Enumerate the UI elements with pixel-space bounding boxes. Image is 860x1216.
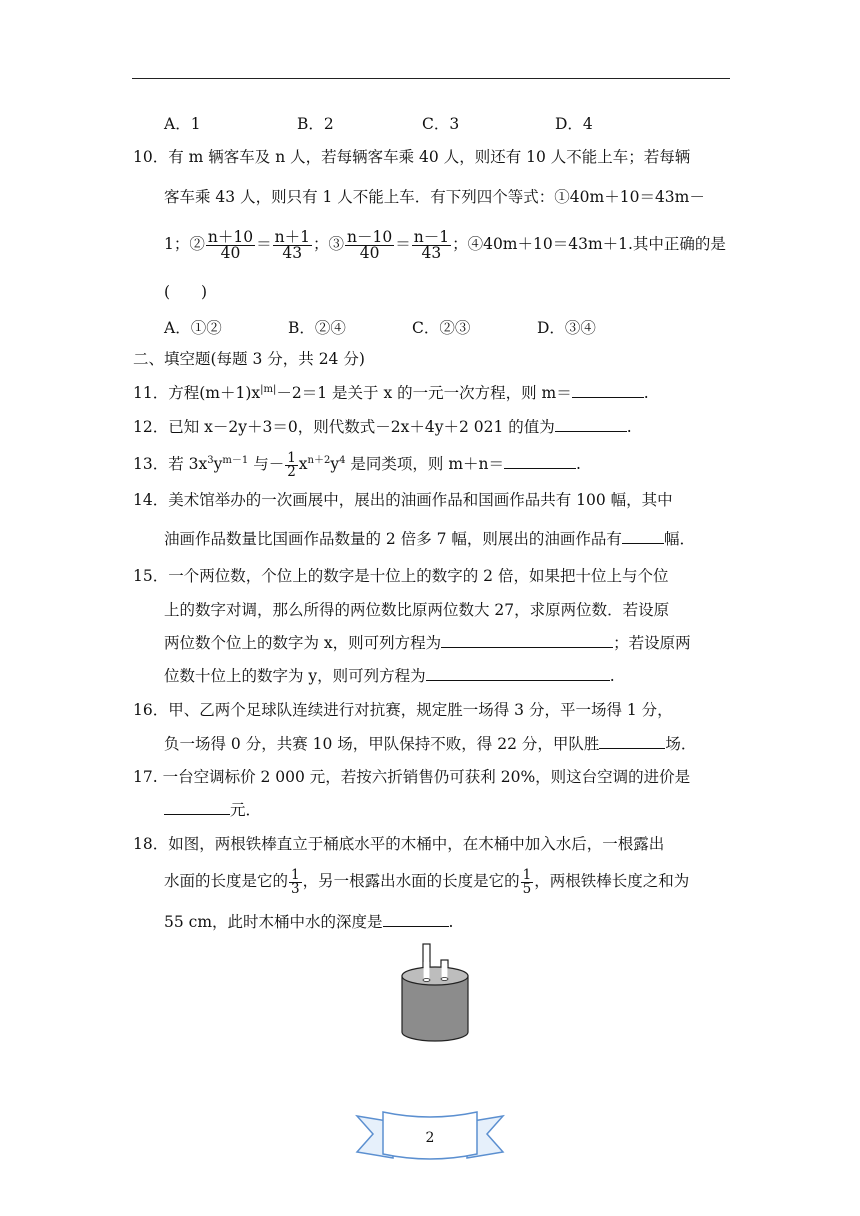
question-17: 17. 一台空调标价 2 000 元，若按六折销售仍可获利 20%，则这台空调的进价是: [133, 768, 691, 786]
question-14: 14．美术馆举办的一次画展中，展出的油画作品和国画作品共有 100 幅，其中: [133, 491, 673, 509]
short-rod-inner: [442, 964, 448, 979]
q18-line-2: 水面的长度是它的 $\frac{1}{3}$ ，另一根露出水面的长度是它的 $\frac{1}{5}$ ，两根铁棒长度之和为: [164, 866, 690, 897]
q10-option-c: C．②③: [412, 319, 471, 337]
question-15: 15．一个两位数，个位上的数字是十位上的数字的 2 倍，如果把十位上与个位: [133, 567, 669, 585]
fraction: $\frac{n-10}{40}$: [346, 227, 393, 262]
question-13: 13．若 $3x^3y^{m-1}$ 与－ $\frac{1}{2}$ $x^{n+2}y^4$ 是同类项，则 m＋n＝ .: [133, 449, 581, 480]
q10-option-d: D．③④: [537, 319, 596, 337]
fraction: $\frac{n-1}{43}$: [413, 227, 450, 262]
answer-blank: [441, 633, 613, 648]
question-10: [133, 147, 690, 167]
header-rule: [132, 78, 730, 79]
bucket-body: [402, 976, 468, 1041]
question-18: 18．如图，两根铁棒直立于桶底水平的木桶中，在木桶中加入水后，一根露出: [133, 835, 665, 853]
question-number: 10．: [133, 148, 169, 166]
answer-blank: [426, 666, 610, 681]
answer-blank: [599, 734, 665, 749]
question-11: 11．方程$(m+1)x^{|m|}-2=1$ 是关于 x 的一元一次方程，则 m＝ .: [133, 384, 649, 402]
section-heading: 二、填空题(每题 3 分，共 24 分): [133, 350, 365, 368]
answer-blank: [572, 383, 644, 398]
answer-blank: [164, 800, 230, 815]
q15-line-2: 上的数字对调，那么所得的两位数比原两位数大 27，求原两位数．若设原: [164, 601, 670, 619]
question-12: 12．已知 x－2y＋3＝0，则代数式－2x＋4y＋2 021 的值为 .: [133, 418, 632, 436]
fraction: $\frac{n+10}{40}$: [207, 227, 254, 262]
q15-line-3: 两位数个位上的数字为 x，则可列方程为 ；若设原两: [164, 634, 691, 652]
q10-line-3: 1；② $\frac{n+10}{40}$ ＝ $\frac{n+1}{43}$ ；③ $\frac{n-10}{40}$ ＝ $\frac{n-1}{43}$ ；④40m＋10＝43m＋1.其中正确的是: [164, 227, 726, 262]
fraction: $\frac{1}{2}$: [287, 449, 296, 480]
answer-blank: [622, 529, 664, 544]
bucket-with-rods-figure: [395, 942, 475, 1044]
answer-blank: [504, 454, 576, 469]
q14-line-2: 油画作品数量比国画作品数量的 2 倍多 7 幅，则展出的油画作品有 幅．: [164, 530, 695, 548]
answer-blank: [555, 417, 627, 432]
fraction: $\frac{n+1}{43}$: [274, 227, 310, 262]
answer-blank: [383, 912, 449, 927]
q15-line-4: 位数十位上的数字为 y，则可列方程为 .: [164, 667, 615, 685]
q18-line-3: 55 cm，此时木桶中水的深度是 .: [164, 913, 454, 931]
question-16: 16．甲、乙两个足球队连续进行对抗赛，规定胜一场得 3 分，平一场得 1 分，: [133, 701, 673, 719]
page-number: 2: [425, 1130, 435, 1146]
fraction: $\frac{1}{5}$: [522, 866, 532, 897]
q16-line-2: 负一场得 0 分，共赛 10 场，甲队保持不败，得 22 分，甲队胜 场．: [164, 735, 697, 753]
q10-line-1: 有 m 辆客车及 n 人，若每辆客车乘 40 人，则还有 10 人不能上车；若每辆: [168, 148, 691, 166]
q9-option-b: B．2: [297, 115, 334, 133]
q10-option-a: A．①②: [164, 319, 222, 337]
q9-option-d: D．4: [555, 115, 593, 133]
q9-option-c: C．3: [422, 115, 460, 133]
q10-line-2: 客车乘 43 人，则只有 1 人不能上车．有下列四个等式：①40m＋10＝43m－: [164, 188, 705, 206]
q17-line-2: 元．: [164, 800, 261, 820]
q10-option-b: B．②④: [288, 319, 346, 337]
tall-rod-inner: [424, 962, 430, 980]
bucket-top: [402, 967, 468, 985]
fraction: $\frac{1}{3}$: [291, 866, 300, 897]
answer-paren: ( ): [164, 283, 208, 301]
q9-option-a: A．1: [164, 115, 201, 133]
